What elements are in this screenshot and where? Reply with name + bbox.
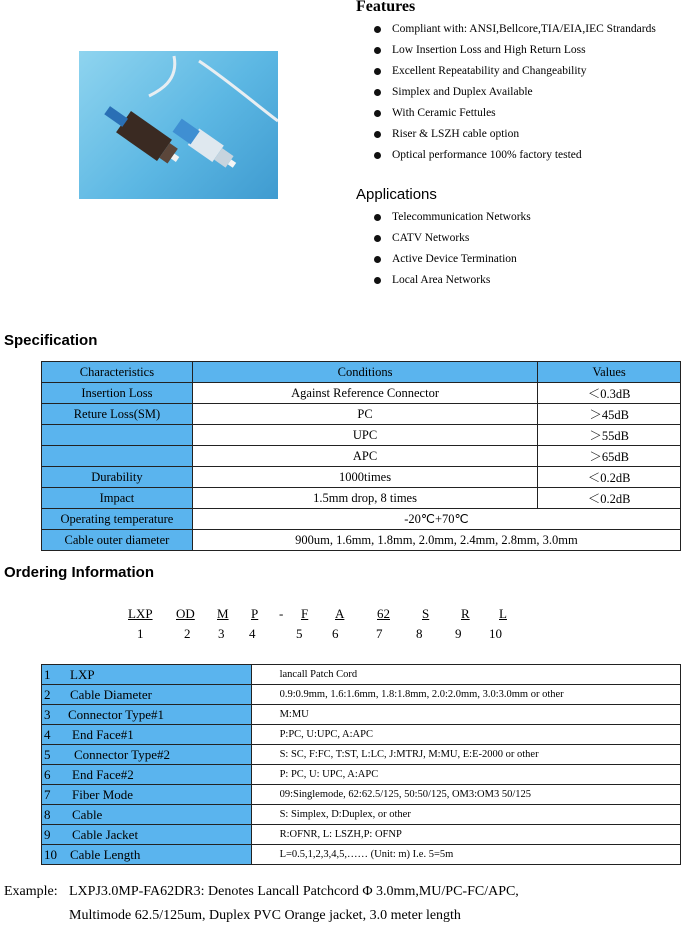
- option-description: L=0.5,1,2,3,4,5,…… (Unit: m) I.e. 5=5m: [251, 845, 680, 865]
- table-row: [42, 488, 681, 509]
- code-part: P: [251, 606, 259, 621]
- table-row: [42, 467, 681, 488]
- code-number: 1: [137, 626, 144, 641]
- example-line-1: LXPJ3.0MP-FA62DR3: Denotes Lancall Patchcord Φ 3.0mm,MU/PC-FC/APC,: [69, 884, 519, 899]
- patch-cord-illustration: [79, 51, 278, 199]
- specification-title: Specification: [4, 332, 98, 349]
- code-number: 5: [296, 626, 303, 641]
- value-cell: ＞45dB: [538, 404, 681, 425]
- characteristic-cell: Impact: [42, 488, 193, 509]
- feature-item: Low Insertion Loss and High Return Loss: [370, 40, 656, 61]
- value-cell: ＜0.2dB: [538, 467, 681, 488]
- column-header: Values: [538, 362, 681, 383]
- code-part: L: [499, 606, 507, 621]
- option-cell: [42, 725, 252, 745]
- condition-cell: APC: [192, 446, 537, 467]
- code-part: F: [301, 606, 309, 621]
- option-label: Cable Jacket: [72, 826, 139, 842]
- condition-cell: PC: [192, 404, 537, 425]
- option-label: Fiber Mode: [72, 786, 134, 802]
- option-description: 0.9:0.9mm, 1.6:1.6mm, 1.8:1.8mm, 2.0:2.0mm, 3.0:3.0mm or other: [251, 685, 680, 705]
- table-row: [42, 765, 681, 785]
- option-label: Connector Type#2: [74, 746, 170, 762]
- option-description: S: Simplex, D:Duplex, or other: [251, 805, 680, 825]
- table-row: [42, 845, 681, 865]
- product-photo: [79, 51, 278, 199]
- example-label: Example:: [4, 884, 58, 899]
- code-number: 4: [249, 626, 256, 641]
- condition-cell: 1000times: [192, 467, 537, 488]
- code-number: 9: [455, 626, 462, 641]
- table-row: [42, 705, 681, 725]
- order-code: [0, 606, 700, 646]
- code-number: 8: [416, 626, 423, 641]
- table-row: [42, 425, 681, 446]
- option-label: End Face#1: [72, 726, 134, 742]
- application-item: Telecommunication Networks: [370, 207, 531, 228]
- table-row: [42, 785, 681, 805]
- option-number: 10: [44, 846, 57, 862]
- option-description: lancall Patch Cord: [251, 665, 680, 685]
- option-label: Connector Type#1: [68, 706, 164, 722]
- option-cell: [42, 845, 252, 865]
- value-cell: ＞55dB: [538, 425, 681, 446]
- feature-item: Compliant with: ANSI,Bellcore,TIA/EIA,IEC Strandards: [370, 19, 656, 40]
- code-part: S: [422, 606, 430, 621]
- table-row: [42, 446, 681, 467]
- code-number: 6: [332, 626, 339, 641]
- feature-item: Simplex and Duplex Available: [370, 82, 656, 103]
- option-description: S: SC, F:FC, T:ST, L:LC, J:MTRJ, M:MU, E:E-2000 or other: [251, 745, 680, 765]
- column-header: Characteristics: [42, 362, 193, 383]
- code-part: M: [217, 606, 229, 621]
- code-part: LXP: [128, 606, 153, 621]
- table-row: [42, 805, 681, 825]
- code-number: 10: [489, 626, 502, 641]
- option-number: 6: [44, 766, 51, 782]
- code-number: 7: [376, 626, 383, 641]
- option-label: Cable: [72, 806, 103, 822]
- table-row: [42, 404, 681, 425]
- option-number: 7: [44, 786, 51, 802]
- code-part: 62: [377, 606, 390, 621]
- characteristic-cell: Insertion Loss: [42, 383, 193, 404]
- option-cell: [42, 805, 252, 825]
- condition-cell: 900um, 1.6mm, 1.8mm, 2.0mm, 2.4mm, 2.8mm, 3.0mm: [192, 530, 680, 551]
- option-description: P:PC, U:UPC, A:APC: [251, 725, 680, 745]
- option-cell: [42, 765, 252, 785]
- code-part: R: [461, 606, 470, 621]
- characteristic-cell: Durability: [42, 467, 193, 488]
- table-row: [42, 665, 681, 685]
- characteristic-cell: [42, 446, 193, 467]
- value-cell: ＜0.3dB: [538, 383, 681, 404]
- option-number: 1: [44, 666, 51, 682]
- option-label: LXP: [70, 666, 95, 682]
- value-cell: ＜0.2dB: [538, 488, 681, 509]
- option-cell: [42, 745, 252, 765]
- example-line-2: Multimode 62.5/125um, Duplex PVC Orange jacket, 3.0 meter length: [69, 908, 461, 923]
- option-number: 9: [44, 826, 51, 842]
- application-item: Local Area Networks: [370, 270, 531, 291]
- option-number: 8: [44, 806, 51, 822]
- option-number: 4: [44, 726, 51, 742]
- features-title: Features: [356, 0, 416, 15]
- feature-item: With Ceramic Fettules: [370, 103, 656, 124]
- feature-item: Optical performance 100% factory tested: [370, 145, 656, 166]
- option-cell: [42, 785, 252, 805]
- column-header: Conditions: [192, 362, 537, 383]
- condition-cell: -20℃+70℃: [192, 509, 680, 530]
- code-number: 2: [184, 626, 191, 641]
- features-list: [370, 19, 656, 166]
- table-row: [42, 745, 681, 765]
- feature-item: Riser & LSZH cable option: [370, 124, 656, 145]
- option-number: 5: [44, 746, 51, 762]
- condition-cell: 1.5mm drop, 8 times: [192, 488, 537, 509]
- option-description: R:OFNR, L: LSZH,P: OFNP: [251, 825, 680, 845]
- condition-cell: UPC: [192, 425, 537, 446]
- feature-item: Excellent Repeatability and Changeability: [370, 61, 656, 82]
- option-label: Cable Length: [70, 846, 141, 862]
- option-description: P: PC, U: UPC, A:APC: [251, 765, 680, 785]
- code-number: 3: [218, 626, 225, 641]
- characteristic-cell: Reture Loss(SM): [42, 404, 193, 425]
- characteristic-cell: Cable outer diameter: [42, 530, 193, 551]
- applications-list: [370, 207, 531, 291]
- table-row: [42, 725, 681, 745]
- table-row: [42, 530, 681, 551]
- application-item: CATV Networks: [370, 228, 531, 249]
- table-row: [42, 383, 681, 404]
- applications-title: Applications: [356, 186, 437, 203]
- specification-table: [41, 361, 681, 551]
- ordering-table: [41, 664, 681, 865]
- value-cell: ＞65dB: [538, 446, 681, 467]
- code-part: OD: [176, 606, 195, 621]
- option-number: 3: [44, 706, 51, 722]
- application-item: Active Device Termination: [370, 249, 531, 270]
- code-part: A: [335, 606, 345, 621]
- characteristic-cell: [42, 425, 193, 446]
- option-description: 09:Singlemode, 62:62.5/125, 50:50/125, OM3:OM3 50/125: [251, 785, 680, 805]
- condition-cell: Against Reference Connector: [192, 383, 537, 404]
- table-header-row: [42, 362, 681, 383]
- option-label: Cable Diameter: [70, 686, 152, 702]
- code-part: -: [279, 606, 284, 621]
- option-number: 2: [44, 686, 51, 702]
- option-cell: [42, 825, 252, 845]
- characteristic-cell: Operating temperature: [42, 509, 193, 530]
- table-row: [42, 825, 681, 845]
- option-cell: [42, 705, 252, 725]
- option-label: End Face#2: [72, 766, 134, 782]
- option-cell: [42, 665, 252, 685]
- table-row: [42, 509, 681, 530]
- option-cell: [42, 685, 252, 705]
- option-description: M:MU: [251, 705, 680, 725]
- table-row: [42, 685, 681, 705]
- ordering-title: Ordering Information: [4, 564, 154, 581]
